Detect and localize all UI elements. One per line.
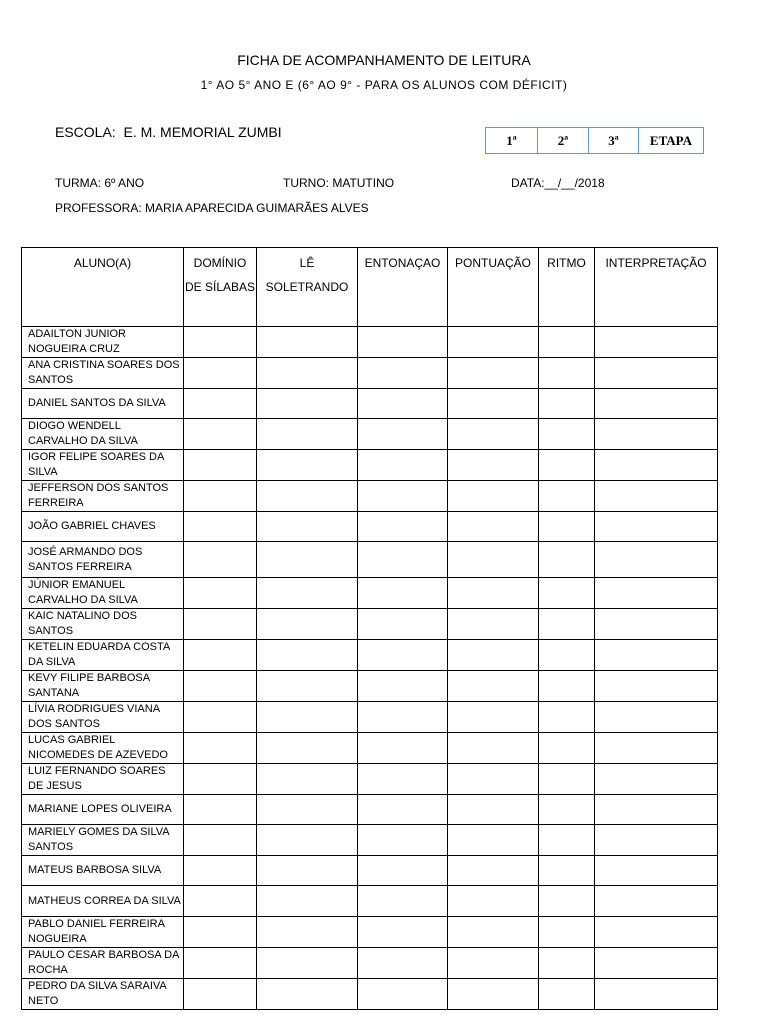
assessment-cell[interactable] — [448, 609, 539, 640]
assessment-cell[interactable] — [448, 358, 539, 389]
assessment-cell[interactable] — [184, 640, 257, 671]
assessment-cell[interactable] — [184, 917, 257, 948]
assessment-cell[interactable] — [184, 825, 257, 856]
assessment-cell[interactable] — [539, 481, 595, 512]
assessment-cell[interactable] — [448, 733, 539, 764]
assessment-cell[interactable] — [448, 327, 539, 358]
assessment-cell[interactable] — [358, 671, 448, 702]
table-row — [22, 481, 718, 512]
table-row — [22, 979, 718, 1010]
assessment-cell[interactable] — [539, 917, 595, 948]
assessment-cell[interactable] — [257, 640, 358, 671]
assessment-cell[interactable] — [539, 609, 595, 640]
table-row — [22, 856, 718, 886]
student-name: JÚNIOR EMANUEL CARVALHO DA SILVA — [22, 578, 184, 609]
assessment-cell[interactable] — [539, 671, 595, 702]
assessment-cell[interactable] — [595, 512, 718, 542]
assessment-cell[interactable] — [257, 327, 358, 358]
etapa-3: 3ª — [589, 128, 639, 153]
assessment-cell[interactable] — [358, 389, 448, 419]
student-name: LUIZ FERNANDO SOARES DE JESUS — [22, 764, 184, 795]
assessment-cell[interactable] — [539, 733, 595, 764]
assessment-cell[interactable] — [257, 886, 358, 917]
assessment-cell[interactable] — [184, 795, 257, 825]
assessment-cell[interactable] — [595, 733, 718, 764]
assessment-cell[interactable] — [539, 640, 595, 671]
col-le-soletrando: LÊ SOLETRANDO — [257, 248, 358, 327]
assessment-cell[interactable] — [184, 578, 257, 609]
assessment-cell[interactable] — [539, 327, 595, 358]
assessment-cell[interactable] — [257, 542, 358, 578]
assessment-cell[interactable] — [448, 389, 539, 419]
student-name: KEVY FILIPE BARBOSA SANTANA — [22, 671, 184, 702]
student-name: JEFFERSON DOS SANTOS FERREIRA — [22, 481, 184, 512]
table-row — [22, 764, 718, 795]
assessment-cell[interactable] — [448, 450, 539, 481]
assessment-cell[interactable] — [184, 481, 257, 512]
assessment-cell[interactable] — [257, 702, 358, 733]
assessment-cell[interactable] — [358, 886, 448, 917]
assessment-cell[interactable] — [358, 795, 448, 825]
table-row — [22, 419, 718, 450]
assessment-cell[interactable] — [448, 671, 539, 702]
assessment-cell[interactable] — [257, 419, 358, 450]
assessment-cell[interactable] — [257, 450, 358, 481]
assessment-cell[interactable] — [358, 702, 448, 733]
col-dominio: DOMÍNIO DE SÍLABAS — [184, 248, 257, 327]
student-name: DIOGO WENDELL CARVALHO DA SILVA — [22, 419, 184, 450]
assessment-cell[interactable] — [184, 542, 257, 578]
assessment-cell[interactable] — [595, 358, 718, 389]
assessment-cell[interactable] — [184, 856, 257, 886]
assessment-cell[interactable] — [257, 578, 358, 609]
table-row — [22, 702, 718, 733]
table-row — [22, 389, 718, 419]
table-row — [22, 609, 718, 640]
table-header-row — [22, 248, 718, 327]
assessment-cell[interactable] — [595, 542, 718, 578]
assessment-cell[interactable] — [257, 481, 358, 512]
assessment-cell[interactable] — [448, 917, 539, 948]
assessment-cell[interactable] — [257, 825, 358, 856]
assessment-cell[interactable] — [448, 578, 539, 609]
assessment-cell[interactable] — [358, 327, 448, 358]
col-entonacao: ENTONAÇAO — [358, 248, 448, 327]
assessment-cell[interactable] — [595, 389, 718, 419]
assessment-cell[interactable] — [257, 733, 358, 764]
assessment-cell[interactable] — [448, 764, 539, 795]
assessment-cell[interactable] — [448, 481, 539, 512]
assessment-cell[interactable] — [358, 542, 448, 578]
assessment-cell[interactable] — [595, 856, 718, 886]
col-pontuacao: PONTUAÇÃO — [448, 248, 539, 327]
assessment-cell[interactable] — [595, 671, 718, 702]
turma-field: TURMA: 6º ANO — [55, 176, 145, 190]
etapa-label: ETAPA — [649, 132, 693, 148]
table-row — [22, 542, 718, 578]
etapa-box — [485, 127, 704, 154]
assessment-cell[interactable] — [358, 512, 448, 542]
etapa-2: 2ª — [538, 128, 589, 153]
assessment-cell[interactable] — [358, 450, 448, 481]
assessment-cell[interactable] — [184, 327, 257, 358]
table-row — [22, 825, 718, 856]
assessment-cell[interactable] — [358, 419, 448, 450]
assessment-cell[interactable] — [184, 702, 257, 733]
student-name: PEDRO DA SILVA SARAIVA NETO — [22, 979, 184, 1010]
professora-field: PROFESSORA: MARIA APARECIDA GUIMARÃES ALVES — [55, 201, 369, 215]
assessment-cell[interactable] — [595, 825, 718, 856]
school-line — [55, 124, 282, 140]
assessment-cell[interactable] — [595, 609, 718, 640]
table-row — [22, 733, 718, 764]
assessment-cell[interactable] — [358, 733, 448, 764]
assessment-cell[interactable] — [595, 764, 718, 795]
assessment-cell[interactable] — [595, 948, 718, 979]
student-name: MARIANE LOPES OLIVEIRA — [22, 795, 184, 825]
assessment-cell[interactable] — [184, 389, 257, 419]
etapa-1: 1ª — [486, 128, 538, 153]
table-body — [22, 327, 718, 1010]
assessment-cell[interactable] — [257, 979, 358, 1010]
student-name: IGOR FELIPE SOARES DA SILVA — [22, 450, 184, 481]
assessment-cell[interactable] — [595, 481, 718, 512]
school-name: E. M. MEMORIAL ZUMBI — [123, 124, 282, 140]
table-row — [22, 795, 718, 825]
student-name: LÍVIA RODRIGUES VIANA DOS SANTOS — [22, 702, 184, 733]
form-subtitle: 1° AO 5° ANO E (6° AO 9° - PARA OS ALUNOS COM DÉFICIT) — [200, 78, 568, 92]
col-aluno: ALUNO(A) — [22, 248, 184, 327]
assessment-cell[interactable] — [184, 764, 257, 795]
table-row — [22, 327, 718, 358]
table-row — [22, 671, 718, 702]
assessment-cell[interactable] — [358, 358, 448, 389]
assessment-cell[interactable] — [595, 917, 718, 948]
assessment-cell[interactable] — [595, 886, 718, 917]
student-name: LUCAS GABRIEL NICOMEDES DE AZEVEDO — [22, 733, 184, 764]
assessment-cell[interactable] — [184, 450, 257, 481]
assessment-cell[interactable] — [595, 419, 718, 450]
assessment-cell[interactable] — [448, 825, 539, 856]
assessment-cell[interactable] — [448, 702, 539, 733]
student-name: MATEUS BARBOSA SILVA — [22, 856, 184, 886]
assessment-cell[interactable] — [358, 578, 448, 609]
assessment-cell[interactable] — [184, 419, 257, 450]
student-name: DANIEL SANTOS DA SILVA — [22, 389, 184, 419]
student-name: JOSÉ ARMANDO DOS SANTOS FERREIRA — [22, 542, 184, 578]
assessment-cell[interactable] — [257, 856, 358, 886]
student-name: PABLO DANIEL FERREIRA NOGUEIRA — [22, 917, 184, 948]
table-row — [22, 512, 718, 542]
assessment-cell[interactable] — [539, 578, 595, 609]
student-name: JOÃO GABRIEL CHAVES — [22, 512, 184, 542]
assessment-cell[interactable] — [448, 640, 539, 671]
assessment-cell[interactable] — [358, 764, 448, 795]
assessment-cell[interactable] — [448, 886, 539, 917]
student-name: ADAILTON JUNIOR NOGUEIRA CRUZ — [22, 327, 184, 358]
table-row — [22, 917, 718, 948]
table-row — [22, 886, 718, 917]
assessment-cell[interactable] — [184, 979, 257, 1010]
assessment-cell[interactable] — [539, 948, 595, 979]
table-row — [22, 450, 718, 481]
assessment-cell[interactable] — [257, 389, 358, 419]
school-label: ESCOLA: — [55, 124, 116, 140]
assessment-cell[interactable] — [184, 609, 257, 640]
assessment-cell[interactable] — [184, 512, 257, 542]
student-name: PAULO CESAR BARBOSA DA ROCHA — [22, 948, 184, 979]
assessment-cell[interactable] — [184, 733, 257, 764]
assessment-cell[interactable] — [184, 358, 257, 389]
assessment-cell[interactable] — [595, 450, 718, 481]
student-name: MATHEUS CORREA DA SILVA — [22, 886, 184, 917]
assessment-cell[interactable] — [448, 856, 539, 886]
assessment-cell[interactable] — [448, 512, 539, 542]
form-title: FICHA DE ACOMPANHAMENTO DE LEITURA — [237, 52, 531, 68]
assessment-cell[interactable] — [539, 702, 595, 733]
assessment-cell[interactable] — [257, 609, 358, 640]
assessment-cell[interactable] — [448, 948, 539, 979]
assessment-cell[interactable] — [539, 825, 595, 856]
assessment-cell[interactable] — [358, 825, 448, 856]
assessment-cell[interactable] — [595, 327, 718, 358]
assessment-cell[interactable] — [539, 450, 595, 481]
assessment-cell[interactable] — [358, 917, 448, 948]
assessment-cell[interactable] — [595, 702, 718, 733]
assessment-cell[interactable] — [448, 795, 539, 825]
assessment-cell[interactable] — [184, 886, 257, 917]
assessment-cell[interactable] — [539, 979, 595, 1010]
assessment-cell[interactable] — [595, 640, 718, 671]
reading-table — [21, 247, 718, 1010]
assessment-cell[interactable] — [539, 389, 595, 419]
student-name: KETELIN EDUARDA COSTA DA SILVA — [22, 640, 184, 671]
assessment-cell[interactable] — [539, 886, 595, 917]
assessment-cell[interactable] — [539, 512, 595, 542]
assessment-cell[interactable] — [257, 764, 358, 795]
assessment-cell[interactable] — [539, 764, 595, 795]
col-interpretacao: INTERPRETAÇÃO — [595, 248, 718, 327]
assessment-cell[interactable] — [184, 671, 257, 702]
table-row — [22, 358, 718, 389]
assessment-cell[interactable] — [595, 979, 718, 1010]
table-row — [22, 948, 718, 979]
assessment-cell[interactable] — [257, 358, 358, 389]
assessment-cell[interactable] — [257, 795, 358, 825]
assessment-cell[interactable] — [539, 542, 595, 578]
table-row — [22, 640, 718, 671]
assessment-cell[interactable] — [539, 419, 595, 450]
assessment-cell[interactable] — [257, 948, 358, 979]
assessment-cell[interactable] — [358, 979, 448, 1010]
data-field: DATA:__/__/2018 — [511, 176, 605, 190]
student-name: KAIC NATALINO DOS SANTOS — [22, 609, 184, 640]
assessment-cell[interactable] — [539, 856, 595, 886]
student-name: ANA CRISTINA SOARES DOS SANTOS — [22, 358, 184, 389]
student-name: MARIELY GOMES DA SILVA SANTOS — [22, 825, 184, 856]
assessment-cell[interactable] — [448, 979, 539, 1010]
assessment-cell[interactable] — [539, 358, 595, 389]
turno-field: TURNO: MATUTINO — [283, 176, 395, 190]
assessment-cell[interactable] — [257, 917, 358, 948]
assessment-cell[interactable] — [184, 948, 257, 979]
assessment-cell[interactable] — [358, 948, 448, 979]
assessment-cell[interactable] — [257, 512, 358, 542]
assessment-cell[interactable] — [358, 609, 448, 640]
assessment-cell[interactable] — [448, 419, 539, 450]
assessment-cell[interactable] — [448, 542, 539, 578]
assessment-cell[interactable] — [358, 481, 448, 512]
assessment-cell[interactable] — [595, 795, 718, 825]
col-ritmo: RITMO — [539, 248, 595, 327]
assessment-cell[interactable] — [358, 856, 448, 886]
assessment-cell[interactable] — [257, 671, 358, 702]
table-row — [22, 578, 718, 609]
assessment-cell[interactable] — [358, 640, 448, 671]
assessment-cell[interactable] — [595, 578, 718, 609]
assessment-cell[interactable] — [539, 795, 595, 825]
